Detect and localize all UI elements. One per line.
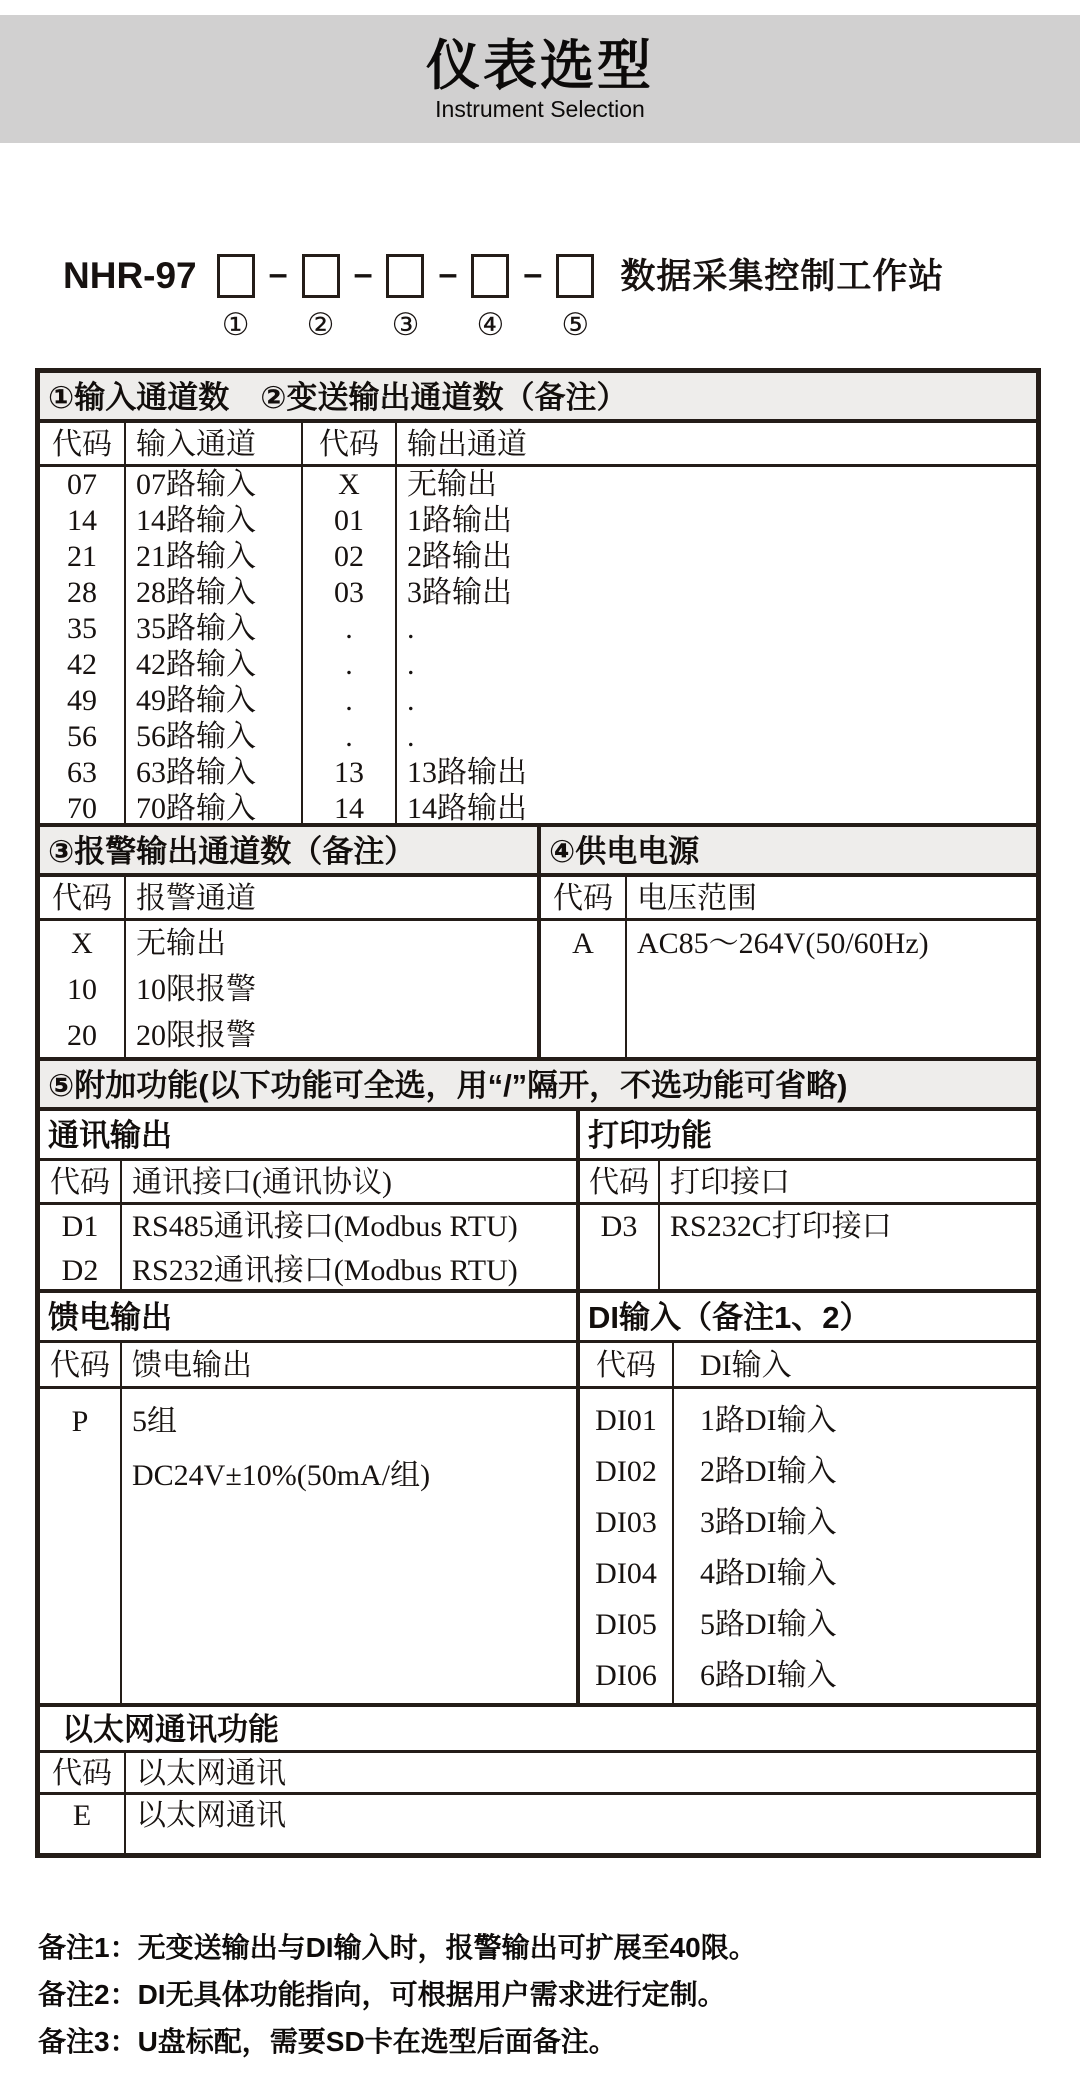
di-input-header: DI输入（备注1、2） bbox=[588, 1300, 871, 1335]
code-value: DI04 bbox=[595, 1557, 657, 1590]
col-header-code: 代码 bbox=[40, 1343, 122, 1386]
ethernet-body bbox=[40, 1795, 1036, 1853]
alarm-code-column bbox=[40, 921, 126, 1057]
feed-label-column bbox=[122, 1389, 580, 1703]
power-label-column bbox=[627, 921, 1036, 1057]
model-code-line bbox=[63, 254, 944, 341]
model-slot-5 bbox=[556, 254, 594, 341]
code-value: DI03 bbox=[595, 1506, 657, 1539]
code-value: 21 bbox=[67, 540, 97, 573]
col-header-feed-output: 馈电输出 bbox=[122, 1343, 580, 1386]
col-header-alarm-channel: 报警通道 bbox=[126, 877, 541, 918]
label-value: 1路DI输入 bbox=[700, 1404, 837, 1437]
label-value: 14路输入 bbox=[136, 504, 256, 537]
model-code-box-5 bbox=[556, 254, 594, 298]
code-value: X bbox=[71, 927, 93, 960]
code-value: 28 bbox=[67, 576, 97, 609]
code-value: 56 bbox=[67, 720, 97, 753]
col-header-code: 代码 bbox=[40, 877, 126, 918]
feed-di-body bbox=[40, 1389, 1036, 1707]
label-value: DC24V±10%(50mA/组) bbox=[132, 1459, 431, 1492]
comm-output-header: 通讯输出 bbox=[40, 1111, 580, 1158]
model-slot-1 bbox=[217, 254, 255, 341]
ethernet-header-text: 以太网通讯功能 bbox=[62, 1712, 279, 1747]
col-header-comm-interface: 通讯接口(通讯协议) bbox=[122, 1161, 580, 1202]
code-value: DI05 bbox=[595, 1608, 657, 1641]
note-line-1: 备注1：无变送输出与DI输入时，报警输出可扩展至40限。 bbox=[38, 1932, 757, 1963]
code-value: . bbox=[345, 612, 353, 645]
page-title: 仪表选型 bbox=[426, 36, 654, 96]
label-value: . bbox=[407, 612, 415, 645]
comm-code-column bbox=[40, 1205, 122, 1289]
label-value: 5组 bbox=[132, 1405, 177, 1438]
model-prefix: NHR-97 bbox=[63, 255, 197, 296]
label-value: 10限报警 bbox=[136, 973, 256, 1006]
position-label-4: ④ bbox=[476, 307, 505, 342]
label-value: 5路DI输入 bbox=[700, 1608, 837, 1641]
model-separator: – bbox=[268, 255, 288, 293]
code-value: 49 bbox=[67, 684, 97, 717]
code-value: A bbox=[572, 927, 594, 960]
label-value: 6路DI输入 bbox=[700, 1659, 837, 1692]
label-value: 21路输入 bbox=[136, 540, 256, 573]
position-label-5: ⑤ bbox=[561, 307, 590, 342]
label-value: 63路输入 bbox=[136, 756, 256, 789]
code-value: X bbox=[338, 468, 360, 501]
code-value: 13 bbox=[334, 756, 364, 789]
code-value: 03 bbox=[334, 576, 364, 609]
note-line-3: 备注3：U盘标配，需要SD卡在选型后面备注。 bbox=[38, 2026, 617, 2057]
model-separator: – bbox=[353, 255, 373, 293]
code-value: DI06 bbox=[595, 1659, 657, 1692]
note-line-2: 备注2：DI无具体功能指向，可根据用户需求进行定制。 bbox=[38, 1979, 726, 2010]
code-value: D3 bbox=[600, 1210, 638, 1243]
code-value: 42 bbox=[67, 648, 97, 681]
code-value: P bbox=[71, 1405, 89, 1438]
code-value: D2 bbox=[61, 1254, 99, 1287]
label-value: 2路输出 bbox=[407, 540, 512, 573]
position-label-1: ① bbox=[221, 307, 250, 342]
label-value: 14路输出 bbox=[407, 792, 527, 823]
label-value: 2路DI输入 bbox=[700, 1455, 837, 1488]
alarm-label-column bbox=[126, 921, 541, 1057]
model-slot-4 bbox=[471, 254, 509, 341]
label-value: RS232C打印接口 bbox=[670, 1210, 892, 1243]
label-value: . bbox=[407, 684, 415, 717]
label-value: 20限报警 bbox=[136, 1019, 256, 1052]
label-value: 3路DI输入 bbox=[700, 1506, 837, 1539]
output-code-column bbox=[303, 467, 397, 823]
model-code-box-2 bbox=[302, 254, 340, 298]
position-label-3: ③ bbox=[391, 307, 420, 342]
print-code-column bbox=[580, 1205, 660, 1289]
section5-header bbox=[40, 1061, 1036, 1111]
selection-table bbox=[35, 368, 1041, 1858]
di-label-column bbox=[674, 1389, 1036, 1703]
model-code-box-3 bbox=[386, 254, 424, 298]
model-suffix: 数据采集控制工作站 bbox=[620, 257, 945, 296]
code-value: . bbox=[345, 648, 353, 681]
page-subtitle: Instrument Selection bbox=[435, 96, 645, 122]
label-value: 无输出 bbox=[136, 927, 226, 960]
print-function-header: 打印功能 bbox=[588, 1118, 712, 1153]
code-value: D1 bbox=[61, 1210, 99, 1243]
label-value: 70路输入 bbox=[136, 792, 256, 823]
label-value: 3路输出 bbox=[407, 576, 512, 609]
section12-column-headers bbox=[40, 423, 1036, 467]
label-value: 07路输入 bbox=[136, 468, 256, 501]
di-code-column bbox=[580, 1389, 674, 1703]
input-label-column bbox=[126, 467, 303, 823]
code-value: DI01 bbox=[595, 1404, 657, 1437]
ethernet-label-column bbox=[126, 1795, 1036, 1853]
section34-body bbox=[40, 921, 1036, 1061]
label-value: . bbox=[407, 720, 415, 753]
section12-header-text: ①输入通道数 ②变送输出通道数（备注） bbox=[48, 380, 628, 415]
label-value: 以太网通讯 bbox=[136, 1799, 286, 1832]
feed-code-column bbox=[40, 1389, 122, 1703]
code-value: 14 bbox=[67, 504, 97, 537]
label-value: RS485通讯接口(Modbus RTU) bbox=[132, 1210, 518, 1243]
code-value: 63 bbox=[67, 756, 97, 789]
position-label-2: ② bbox=[306, 307, 335, 342]
section3-header: ③报警输出通道数（备注） bbox=[40, 827, 541, 873]
col-header-output-channel: 输出通道 bbox=[407, 428, 527, 461]
label-value: 1路输出 bbox=[407, 504, 512, 537]
label-value: 42路输入 bbox=[136, 648, 256, 681]
print-label-column bbox=[660, 1205, 1036, 1289]
label-value: 4路DI输入 bbox=[700, 1557, 837, 1590]
col-header-di-input: DI输入 bbox=[700, 1349, 792, 1382]
feed-di-column-headers bbox=[40, 1343, 1036, 1389]
label-value: 28路输入 bbox=[136, 576, 256, 609]
label-value: . bbox=[407, 648, 415, 681]
power-code-column bbox=[541, 921, 627, 1057]
code-value: 02 bbox=[334, 540, 364, 573]
model-code-box-1 bbox=[217, 254, 255, 298]
comm-print-body bbox=[40, 1205, 1036, 1293]
model-slot-3 bbox=[386, 254, 424, 341]
footnotes bbox=[38, 1924, 1043, 2065]
label-value: 49路输入 bbox=[136, 684, 256, 717]
code-value: 10 bbox=[67, 973, 97, 1006]
section4-header: ④供电电源 bbox=[541, 827, 1036, 873]
label-value: 56路输入 bbox=[136, 720, 256, 753]
input-code-column bbox=[40, 467, 126, 823]
model-slot-2 bbox=[302, 254, 340, 341]
section5-header-text: ⑤附加功能(以下功能可全选，用“/”隔开，不选功能可省略) bbox=[48, 1068, 848, 1103]
label-value: RS232通讯接口(Modbus RTU) bbox=[132, 1254, 518, 1287]
model-code-box-4 bbox=[471, 254, 509, 298]
col-header-code: 代码 bbox=[40, 1161, 122, 1202]
ethernet-header bbox=[40, 1707, 1036, 1753]
section34-column-headers bbox=[40, 877, 1036, 921]
code-value: 70 bbox=[67, 792, 97, 823]
code-value: . bbox=[345, 720, 353, 753]
col-header-code: 代码 bbox=[580, 1343, 674, 1386]
comm-print-column-headers bbox=[40, 1161, 1036, 1205]
feed-di-header-row bbox=[40, 1293, 1036, 1343]
code-value: 01 bbox=[334, 504, 364, 537]
col-header-code: 代码 bbox=[541, 877, 627, 918]
col-header-code: 代码 bbox=[580, 1161, 660, 1202]
model-separator: – bbox=[523, 255, 543, 293]
section12-body bbox=[40, 467, 1036, 827]
output-label-column bbox=[397, 467, 1036, 823]
col-header-print-interface: 打印接口 bbox=[670, 1166, 790, 1199]
col-header-voltage-range: 电压范围 bbox=[637, 882, 757, 915]
comm-print-header-row bbox=[40, 1111, 1036, 1161]
code-value: DI02 bbox=[595, 1455, 657, 1488]
feed-output-header: 馈电输出 bbox=[40, 1293, 580, 1340]
code-value: 35 bbox=[67, 612, 97, 645]
col-header-code: 代码 bbox=[40, 1753, 126, 1792]
comm-label-column bbox=[122, 1205, 580, 1289]
ethernet-column-headers bbox=[40, 1753, 1036, 1795]
section34-header-row bbox=[40, 827, 1036, 877]
code-value: 20 bbox=[67, 1019, 97, 1052]
col-header-code: 代码 bbox=[40, 423, 126, 464]
code-value: 07 bbox=[67, 468, 97, 501]
code-value: . bbox=[345, 684, 353, 717]
code-value: E bbox=[72, 1799, 92, 1832]
col-header-input-channel: 输入通道 bbox=[126, 423, 303, 464]
section12-header bbox=[40, 373, 1036, 423]
label-value: 无输出 bbox=[407, 468, 497, 501]
model-separator: – bbox=[438, 255, 458, 293]
label-value: 13路输出 bbox=[407, 756, 527, 789]
code-value: 14 bbox=[334, 792, 364, 823]
label-value: 35路输入 bbox=[136, 612, 256, 645]
label-value: AC85～264V(50/60Hz) bbox=[637, 927, 929, 960]
page-header bbox=[0, 15, 1080, 143]
col-header-ethernet-comm: 以太网通讯 bbox=[136, 1757, 286, 1790]
col-header-code: 代码 bbox=[303, 423, 397, 464]
ethernet-code-column bbox=[40, 1795, 126, 1853]
